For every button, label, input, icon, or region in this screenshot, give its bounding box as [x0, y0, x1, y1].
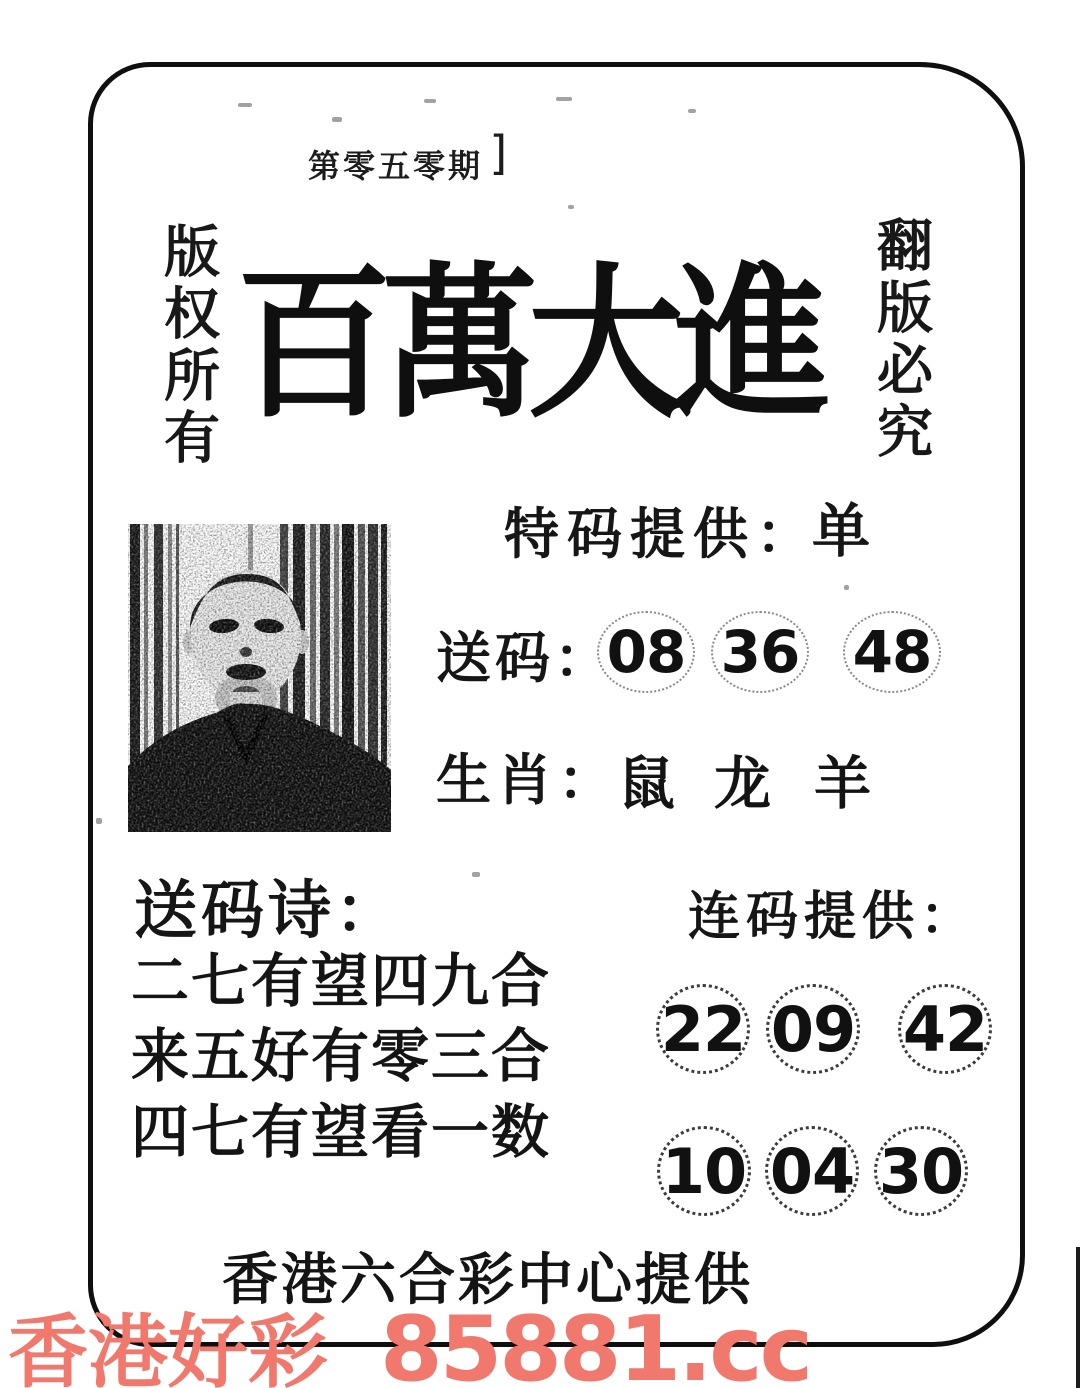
scan-speckle — [844, 585, 849, 590]
gift-number: 36 — [720, 618, 800, 686]
zodiac-value-rat: 鼠 — [618, 753, 675, 816]
zodiac-value-goat: 羊 — [814, 753, 871, 816]
stray-bracket-mark: ] — [486, 126, 514, 180]
scan-speckle — [688, 109, 696, 113]
serial-number: 42 — [902, 992, 988, 1066]
gift-number-circle — [711, 611, 809, 693]
issue-label: 第零五零期 — [308, 148, 484, 184]
serial-number-circle — [874, 1126, 968, 1216]
serial-number-circle — [765, 1126, 859, 1216]
anti-piracy-vertical-text: 翻版必究 — [869, 216, 931, 464]
serial-number: 04 — [769, 1134, 855, 1208]
gift-number-circle — [597, 611, 695, 693]
scan-speckle — [472, 872, 480, 877]
serial-codes-label: 连码提供： — [688, 889, 979, 946]
page-title: 百萬大進 — [236, 246, 820, 441]
watermark-site-name: 香港好彩 — [8, 1306, 328, 1388]
gift-codes-label: 送码： — [436, 628, 614, 689]
serial-number-circle — [898, 984, 992, 1074]
footer-provider-text: 香港六合彩中心提供 — [222, 1250, 753, 1312]
serial-number-circle — [656, 984, 750, 1074]
poem-line: 二七有望四九合 — [131, 949, 552, 1014]
serial-number: 09 — [770, 992, 856, 1066]
scan-speckle — [568, 205, 574, 209]
watermark-domain: 85881.cc — [380, 1297, 810, 1388]
watermark — [8, 1288, 810, 1388]
scan-speckle — [238, 103, 252, 107]
scan-artifact-line — [1076, 1247, 1080, 1388]
special-code-value: 单 — [812, 499, 871, 564]
special-code-label: 特码提供： — [504, 504, 820, 565]
serial-number: 30 — [878, 1134, 964, 1208]
serial-number-circle — [766, 984, 860, 1074]
serial-number-circle — [657, 1126, 751, 1216]
gift-number: 48 — [852, 618, 932, 686]
gift-number: 08 — [606, 618, 686, 686]
gift-number-circle — [843, 611, 941, 693]
poem-line: 来五好有零三合 — [131, 1024, 552, 1089]
scan-speckle — [424, 99, 436, 103]
scan-speckle — [332, 117, 342, 122]
scan-speckle — [556, 97, 572, 101]
poem-line: 四七有望看一数 — [131, 1100, 552, 1165]
serial-number: 10 — [661, 1134, 747, 1208]
copyright-vertical-text: 版权所有 — [156, 222, 218, 470]
zodiac-label: 生肖： — [436, 750, 620, 811]
poem-label: 送码诗： — [134, 876, 402, 946]
scan-speckle — [96, 818, 102, 824]
serial-number: 22 — [660, 992, 746, 1066]
zodiac-value-dragon: 龙 — [714, 753, 771, 816]
portrait-photo — [128, 524, 391, 832]
